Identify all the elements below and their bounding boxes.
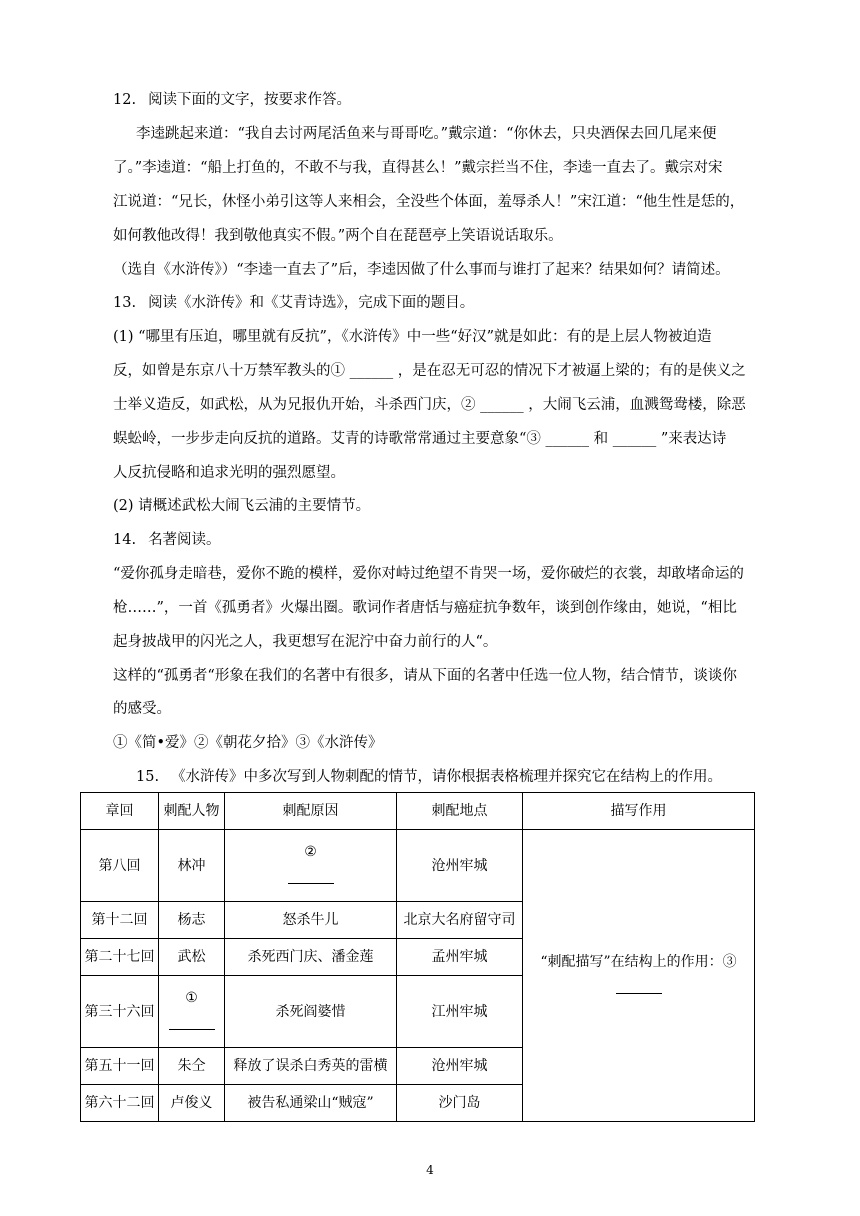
q12-heading <box>113 90 351 110</box>
page-number: 4 <box>426 1163 434 1177</box>
q13-part2: (2) 请概述武松大闹飞云浦的主要情节。 <box>113 498 371 514</box>
q14-options: ①《简•爱》②《朝花夕拾》③《水浒传》 <box>113 735 383 751</box>
q13-part1-line-4: 蜈蚣岭，一步步走向反抗的道路。艾青的诗歌常常通过主要意象“③ ______ 和 ______ ”来表达诗 <box>113 431 727 447</box>
cell-chapter: 第三十六回 <box>81 976 159 1048</box>
effect-text: “刺配描写”在结构上的作用：③ <box>540 953 737 970</box>
cell-chapter: 第六十二回 <box>81 1085 159 1122</box>
cell-person: 朱仝 <box>159 1048 225 1085</box>
q13-part1-line-5: 人反抗侵略和追求光明的强烈愿望。 <box>113 465 345 481</box>
header-reason: 刺配原因 <box>225 793 397 830</box>
q14-heading <box>113 530 221 550</box>
q12-passage-line-4: 如何教他改得！我到敬他真实不假。”两个自在琵琶亭上笑语说话取乐。 <box>113 228 563 244</box>
q13-part1-line-2: 反，如曾是东京八十万禁军教头的① ______ ，是在忍无可忍的情况下才被逼上梁的；有的是侠义之 <box>113 363 746 379</box>
cell-reason: 杀死阎婆惜 <box>225 976 397 1048</box>
q13-part1-line-1: (1) “哪里有压迫，哪里就有反抗”，《水浒传》中一些“好汉”就是如此：有的是上层人物被迫造 <box>113 329 712 345</box>
q12-number: 12. <box>113 92 137 108</box>
header-effect: 描写作用 <box>523 793 755 830</box>
cell-person: 杨志 <box>159 902 225 939</box>
cell-place: 江州牢城 <box>397 976 523 1048</box>
q15-heading <box>136 767 722 787</box>
cell-place: 北京大名府留守司 <box>397 902 523 939</box>
q14-title: 名著阅读。 <box>148 532 221 548</box>
cell-person: 武松 <box>159 939 225 976</box>
cell-chapter: 第二十七回 <box>81 939 159 976</box>
q15-number: 15. <box>136 769 160 785</box>
answer-blank <box>616 979 662 994</box>
q12-title: 阅读下面的文字，按要求作答。 <box>148 92 352 108</box>
q13-part1-line-3: 士举义造反，如武松，从为兄报仇开始，斗杀西门庆，② ______ ，大闹飞云浦，血溅鸳鸯楼，除恶 <box>113 397 746 413</box>
q12-passage-line-1: 李逵跳起来道：“我自去讨两尾活鱼来与哥哥吃。”戴宗道：“你休去，只央酒保去回几尾来便 <box>136 126 717 142</box>
q12-passage-line-3: 江说道：“兄长，休怪小弟引这等人来相会，全没些个体面，羞辱杀人！”宋江道：“他生性是恁的， <box>113 194 745 210</box>
cell-reason: 杀死西门庆、潘金莲 <box>225 939 397 976</box>
header-place: 刺配地点 <box>397 793 523 830</box>
cell-effect <box>523 830 755 1122</box>
cell-reason: 被告私通梁山“贼寇” <box>225 1085 397 1122</box>
cell-person: 卢俊义 <box>159 1085 225 1122</box>
cell-person: 林冲 <box>159 830 225 902</box>
q13-number: 13. <box>113 295 137 311</box>
blank-marker: ② <box>304 843 317 860</box>
q12-question: （选自《水浒传》）“李逵一直去了”后，李逵因做了什么事而与谁打了起来？结果如何？请简述。 <box>113 262 730 278</box>
q13-title: 阅读《水浒传》和《艾青诗选》，完成下面的题目。 <box>148 295 475 311</box>
cell-place: 沙门岛 <box>397 1085 523 1122</box>
q14-number: 14. <box>113 532 137 548</box>
answer-blank <box>288 869 334 884</box>
q14-line-3: 起身披战甲的闪光之人，我更想写在泥泞中奋力前行的人“。 <box>113 634 498 650</box>
header-person: 刺配人物 <box>159 793 225 830</box>
cell-chapter: 第十二回 <box>81 902 159 939</box>
q12-passage-line-2: 了。”李逵道：“船上打鱼的，不敢不与我，直得甚么！”戴宗拦当不住，李逵一直去了。戴宗对宋 <box>113 160 723 176</box>
q14-line-1: “爱你孤身走暗巷，爱你不跪的模样，爱你对峙过绝望不肯哭一场，爱你破烂的衣裳，却敢堵命运的 <box>113 566 744 582</box>
q15-title: 《水浒传》中多次写到人物刺配的情节，请你根据表格梳理并探究它在结构上的作用。 <box>171 769 723 785</box>
cell-reason-blank <box>225 830 397 902</box>
exile-table <box>80 792 755 1122</box>
q13-heading <box>113 293 474 313</box>
cell-person-blank <box>159 976 225 1048</box>
answer-blank <box>169 1015 215 1030</box>
cell-place: 沧州牢城 <box>397 830 523 902</box>
cell-chapter: 第五十一回 <box>81 1048 159 1085</box>
cell-place: 孟州牢城 <box>397 939 523 976</box>
cell-chapter: 第八回 <box>81 830 159 902</box>
q14-line-4: 这样的“孤勇者“形象在我们的名著中有很多，请从下面的名著中任选一位人物，结合情节，谈谈你 <box>113 668 737 684</box>
header-chapter: 章回 <box>81 793 159 830</box>
blank-marker: ① <box>185 989 198 1006</box>
q14-line-5: 的感受。 <box>113 701 171 717</box>
q14-line-2: 枪……”，一首《孤勇者》火爆出圈。歌词作者唐恬与癌症抗争数年，谈到创作缘由，她说，“相比 <box>113 600 737 616</box>
table-row <box>81 830 755 902</box>
cell-place: 沧州牢城 <box>397 1048 523 1085</box>
cell-reason: 释放了误杀白秀英的雷横 <box>225 1048 397 1085</box>
table-header-row <box>81 793 755 830</box>
cell-reason: 怒杀牛儿 <box>225 902 397 939</box>
